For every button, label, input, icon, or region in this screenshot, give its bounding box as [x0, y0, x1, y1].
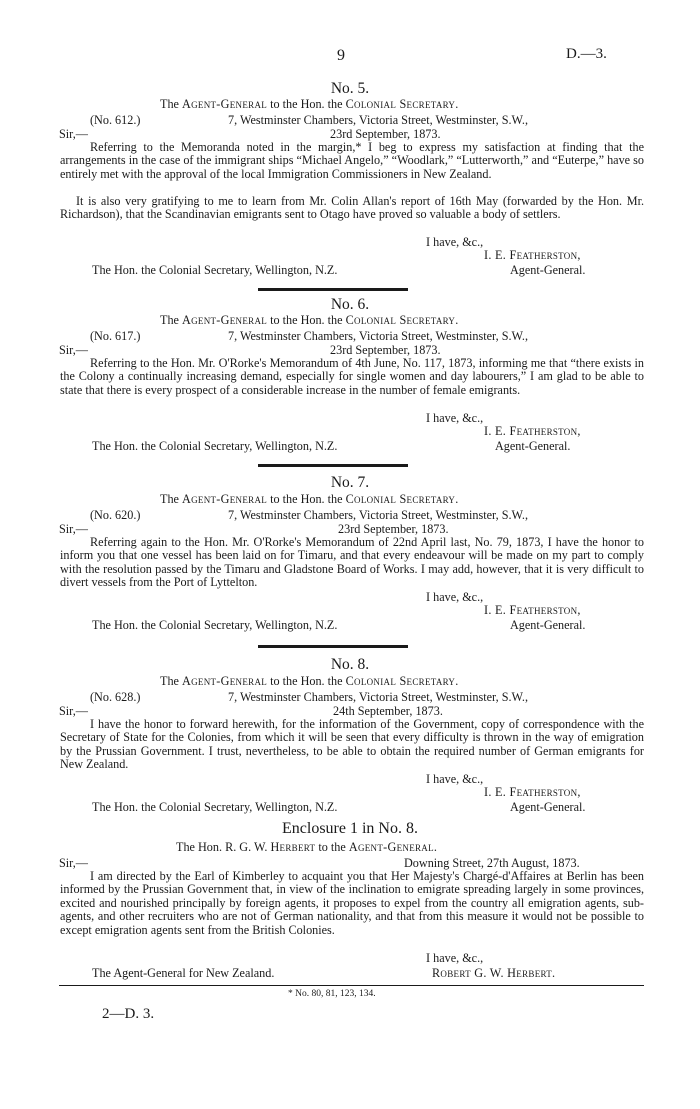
letter-address: 7, Westminster Chambers, Victoria Street, Westminster, S.W., [228, 329, 528, 343]
letter-date: 23rd September, 1873. [338, 522, 449, 536]
letter-date: 24th September, 1873. [333, 704, 443, 718]
signer-title: Agent-General. [510, 800, 586, 814]
enclosure-address-date: Downing Street, 27th August, 1873. [404, 856, 580, 870]
letter-salutation: Sir,— [59, 127, 88, 141]
section-divider [258, 645, 408, 648]
letter-closing: I have, &c., [426, 235, 484, 249]
footnote-rule [59, 985, 644, 986]
letter-signer: I. E. Featherston, [484, 785, 581, 799]
letter-number: No. 7. [330, 474, 370, 491]
letter-heading: The Agent-General to the Hon. the Colonial Secretary. [160, 313, 459, 327]
enclosure-title: Enclosure 1 in No. 8. [282, 820, 418, 837]
letter-address: 7, Westminster Chambers, Victoria Street, Westminster, S.W., [228, 508, 528, 522]
letter-number: No. 6. [330, 296, 370, 313]
letter-signer: I. E. Featherston, [484, 603, 581, 617]
letter-reference: (No. 620.) [90, 508, 141, 522]
enclosure-paragraph: I am directed by the Earl of Kimberley to acquaint you that Her Majesty's Chargé-d'Affaires at Berlin has been informed by the Prussian Government that, in view of the inclination to emigrate spreading largely in some provinces, excited and nourished principally by foreign agents, it proposes to expel from the country all emigration agents, sub-agents, and other recruiters who are not of German nationality, and that from this measure it would not be possible to except emigration agents sent from the British Colonies. [60, 869, 644, 937]
letter-heading: The Agent-General to the Hon. the Colonial Secretary. [160, 674, 459, 688]
letter-closing: I have, &c., [426, 590, 484, 604]
letter-signer: I. E. Featherston, [484, 424, 581, 438]
letter-paragraph: Referring to the Hon. Mr. O'Rorke's Memorandum of 4th June, No. 117, 1873, informing me that “there exists in the Colony a continually increasing demand, especially for single women and day labourers,” I am glad to be able to state that there is every prospect of a considerable increase in the number of female emigrants. [60, 356, 644, 397]
footnote: * No. 80, 81, 123, 134. [288, 989, 376, 999]
letter-paragraph: It is also very gratifying to me to learn from Mr. Colin Allan's report of 16th May (forwarded by the Hon. Mr. Richardson), that the Scandinavian emigrants sent to Otago have proved so valuable a body of settlers. [60, 194, 644, 222]
letter-closing: I have, &c., [426, 411, 484, 425]
letter-reference: (No. 612.) [90, 113, 141, 127]
section-divider [258, 464, 408, 467]
signer-title: Agent-General. [495, 439, 571, 453]
letter-reference: (No. 617.) [90, 329, 141, 343]
letter-addressee: The Hon. the Colonial Secretary, Wellington, N.Z. [92, 263, 338, 277]
letter-address: 7, Westminster Chambers, Victoria Street, Westminster, S.W., [228, 113, 528, 127]
letter-date: 23rd September, 1873. [330, 343, 441, 357]
enclosure-heading: The Hon. R. G. W. Herbert to the Agent-General. [176, 840, 438, 854]
letter-number: No. 8. [330, 656, 370, 673]
signer-title: Agent-General. [510, 263, 586, 277]
enclosure-salutation: Sir,— [59, 856, 88, 870]
letter-signer: I. E. Featherston, [484, 248, 581, 262]
letter-paragraph: Referring to the Memoranda noted in the margin,* I beg to express my satisfaction at finding that the arrangements in the case of the immigrant ships “Michael Angelo,” “Woodlark,” “Lutterworth,” and “Euterpe,” have so entirely met with the approval of the local Immigration Commissioners in New Zealand. [60, 140, 644, 181]
section-divider [258, 288, 408, 291]
page-footer: 2—D. 3. [102, 1006, 155, 1022]
signer-title: Agent-General. [510, 618, 586, 632]
letter-paragraph: Referring again to the Hon. Mr. O'Rorke's Memorandum of 22nd April last, No. 79, 1873, I have the honor to inform you that one vessel has been laid on for Timaru, and that every endeavour will be made on my part to comply with the resolution passed by the Timaru and Gladstone Board of Works. I may add, however, that it is very difficult to divert vessels from the Port of Lyttelton. [60, 535, 644, 590]
letter-addressee: The Hon. the Colonial Secretary, Wellington, N.Z. [92, 439, 338, 453]
enclosure-closing: I have, &c., [426, 951, 484, 965]
letter-addressee: The Hon. the Colonial Secretary, Wellington, N.Z. [92, 800, 338, 814]
letter-salutation: Sir,— [59, 522, 88, 536]
letter-heading: The Agent-General to the Hon. the Colonial Secretary. [160, 97, 459, 111]
letter-addressee: The Hon. the Colonial Secretary, Wellington, N.Z. [92, 618, 338, 632]
enclosure-addressee: The Agent-General for New Zealand. [92, 966, 275, 980]
letter-salutation: Sir,— [59, 704, 88, 718]
letter-paragraph: I have the honor to forward herewith, for the information of the Government, copy of correspondence with the Secretary of State for the Colonies, from which it will be seen that every difficulty is thrown in the way of emigration by the Prussian Government. I trust, nevertheless, to be able to obtain the required number of German emigrants for New Zealand. [60, 717, 644, 772]
letter-number: No. 5. [330, 80, 370, 97]
enclosure-signer: Robert G. W. Herbert. [432, 966, 556, 980]
page-number: 9 [337, 47, 345, 64]
letter-salutation: Sir,— [59, 343, 88, 357]
letter-reference: (No. 628.) [90, 690, 141, 704]
letter-date: 23rd September, 1873. [330, 127, 441, 141]
letter-address: 7, Westminster Chambers, Victoria Street, Westminster, S.W., [228, 690, 528, 704]
document-reference: D.—3. [566, 46, 607, 62]
letter-closing: I have, &c., [426, 772, 484, 786]
letter-heading: The Agent-General to the Hon. the Colonial Secretary. [160, 492, 459, 506]
